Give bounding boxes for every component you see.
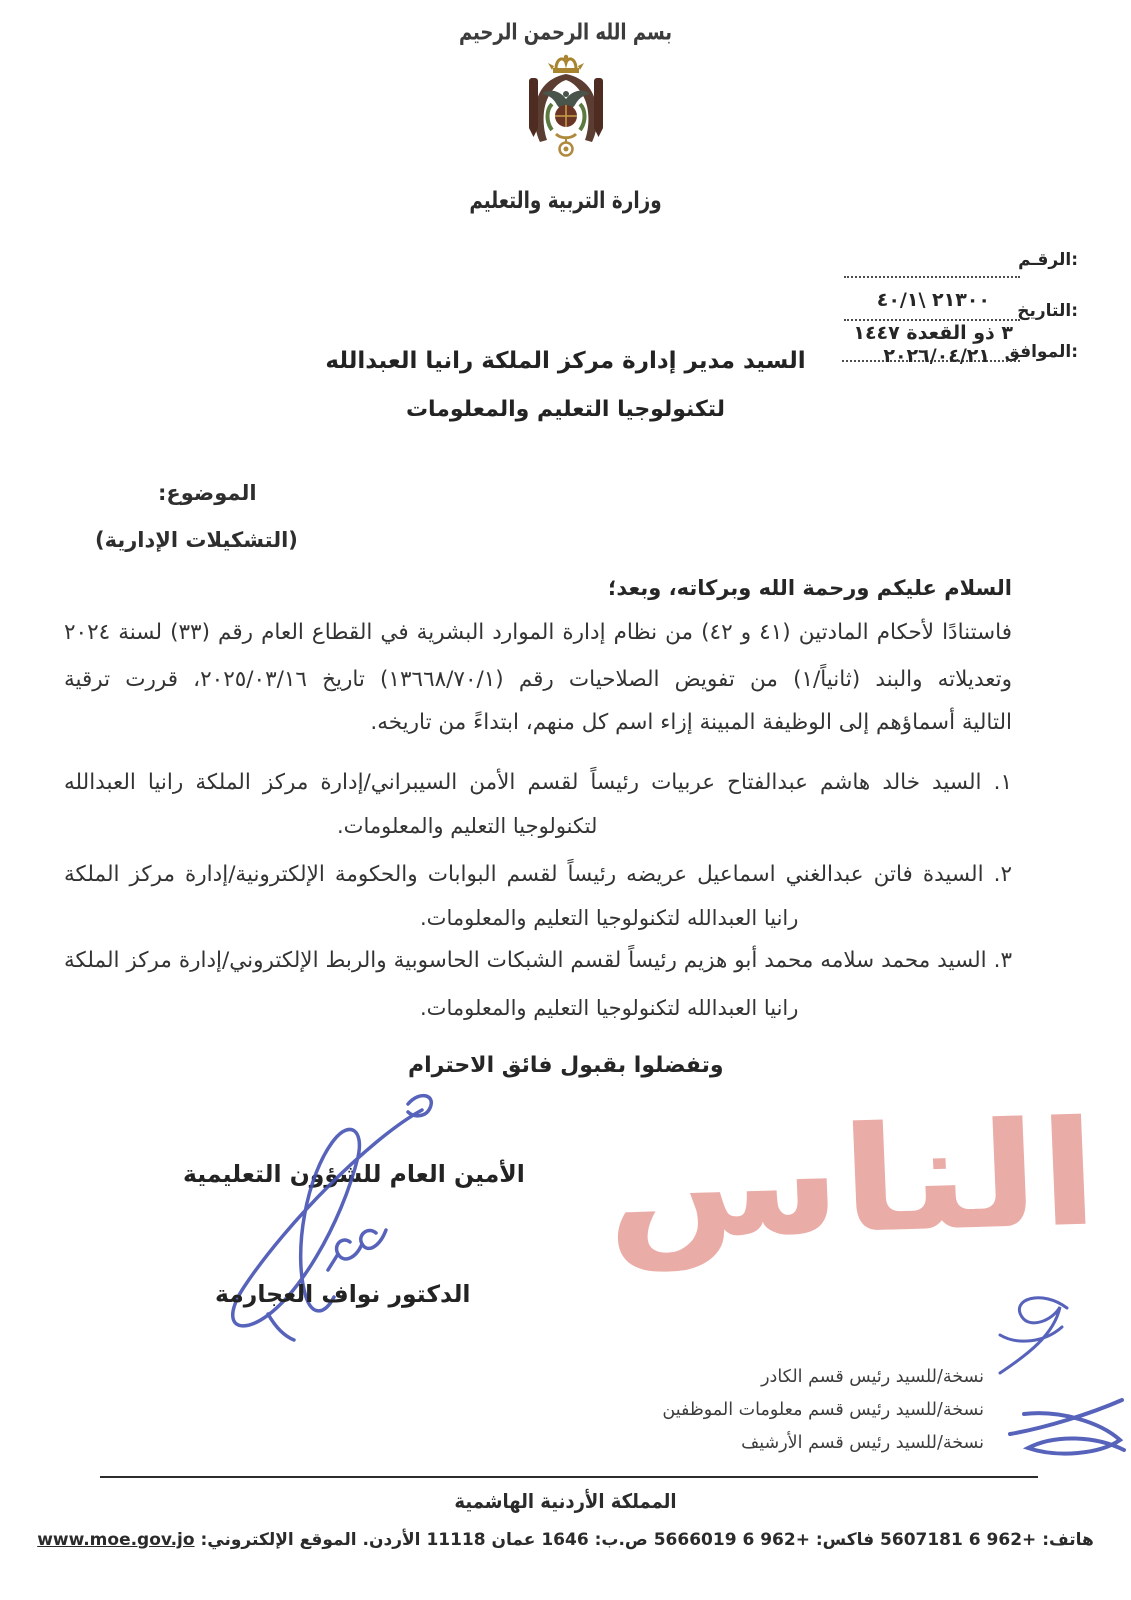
subject-value: (التشكيلات الإدارية) xyxy=(95,528,298,552)
website-link: www.moe.gov.jo xyxy=(37,1530,195,1550)
news-outlet-watermark: الناس xyxy=(601,1089,1102,1273)
ministry-name-calligraphy: وزارة التربية والتعليم xyxy=(469,188,662,214)
number-dotted-line xyxy=(844,276,1020,278)
cc-initial-2 xyxy=(1000,1386,1130,1471)
jordan-coat-of-arms xyxy=(516,54,616,184)
footer-divider xyxy=(100,1476,1038,1478)
cc-line-3: نسخة/للسيد رئيس قسم الأرشيف xyxy=(741,1433,984,1453)
item-1-line-2: لتكنولوجيا التعليم والمعلومات. xyxy=(337,814,598,838)
initial-scribble-icon xyxy=(1000,1386,1130,1471)
bismillah-calligraphy: بسم الله الرحمن الرحيم xyxy=(458,19,673,46)
corresponding-label: الموافق: xyxy=(1004,342,1078,362)
addressee-line-2: لتكنولوجيا التعليم والمعلومات xyxy=(405,397,726,422)
coat-of-arms-icon xyxy=(516,54,616,184)
item-2-line-1: ٢. السيدة فاتن عبدالغني اسماعيل عريضه رئيساً لقسم البوابات والحكومة الإلكترونية/إدارة مركز الملكة xyxy=(64,862,1012,887)
date-value: ٢١٣٠٠ \٤٠/١ xyxy=(876,289,990,311)
item-3-line-2: رانيا العبدالله لتكنولوجيا التعليم والمعلومات. xyxy=(420,996,799,1020)
item-2-line-2: رانيا العبدالله لتكنولوجيا التعليم والمعلومات. xyxy=(420,906,799,930)
cc-line-1: نسخة/للسيد رئيس قسم الكادر xyxy=(761,1367,984,1387)
hijri-date: ٣ ذو القعدة ١٤٤٧ xyxy=(853,322,1013,344)
subject-label: الموضوع: xyxy=(158,481,257,505)
date-dotted-line xyxy=(844,319,1020,321)
date-label: التاريخ: xyxy=(1017,301,1078,321)
body-line-1: فاستنادًا لأحكام المادتين (٤١ و ٤٢) من نظام إدارة الموارد البشرية في القطاع العام رقم (٣٣) لسنة ٢٠٢٤ xyxy=(64,620,1012,645)
cc-line-2: نسخة/للسيد رئيس قسم معلومات الموظفين xyxy=(662,1400,984,1420)
contact-text: هاتف: +962 6 5607181 فاكس: +962 6 5666019 ص.ب: 1646 عمان 11118 الأردن. الموقع الإلكتروني: xyxy=(200,1530,1094,1550)
closing-salutation: وتفضلوا بقبول فائق الاحترام xyxy=(408,1053,724,1078)
signer-name: الدكتور نواف العجارمة xyxy=(215,1280,471,1308)
initial-scribble-icon xyxy=(972,1283,1090,1381)
gregorian-date: ٢٠٢٦/٠٤/٢١ xyxy=(883,345,990,367)
addressee-line-1: السيد مدير إدارة مركز الملكة رانيا العبدالله xyxy=(325,348,806,374)
greeting-line: السلام عليكم ورحمة الله وبركاته، وبعد؛ xyxy=(607,576,1012,600)
body-line-2: وتعديلاته والبند (ثانياً/١) من تفويض الصلاحيات رقم (١٣٦٦٨/٧٠/١) تاريخ ٢٠٢٥/٠٣/١٦، قررت ترقية xyxy=(64,667,1012,692)
item-1-line-1: ١. السيد خالد هاشم عبدالفتاح عربيات رئيساً لقسم الأمن السيبراني/إدارة مركز الملكة رانيا العبدالله xyxy=(64,770,1012,795)
kingdom-name: المملكة الأردنية الهاشمية xyxy=(454,1489,677,1513)
item-3-line-1: ٣. السيد محمد سلامه محمد أبو هزيم رئيساً لقسم الشبكات الحاسوبية والربط الإلكتروني/إدارة مركز الملكة xyxy=(64,948,1012,973)
number-label: الرقـم: xyxy=(1018,250,1078,270)
footer-contact-line xyxy=(0,1530,1131,1550)
body-line-3: التالية أسماؤهم إلى الوظيفة المبينة إزاء اسم كل منهم، ابتداءً من تاريخه. xyxy=(370,710,1012,735)
cc-initial-1 xyxy=(972,1283,1090,1381)
signer-title: الأمين العام للشؤون التعليمية xyxy=(183,1160,525,1188)
